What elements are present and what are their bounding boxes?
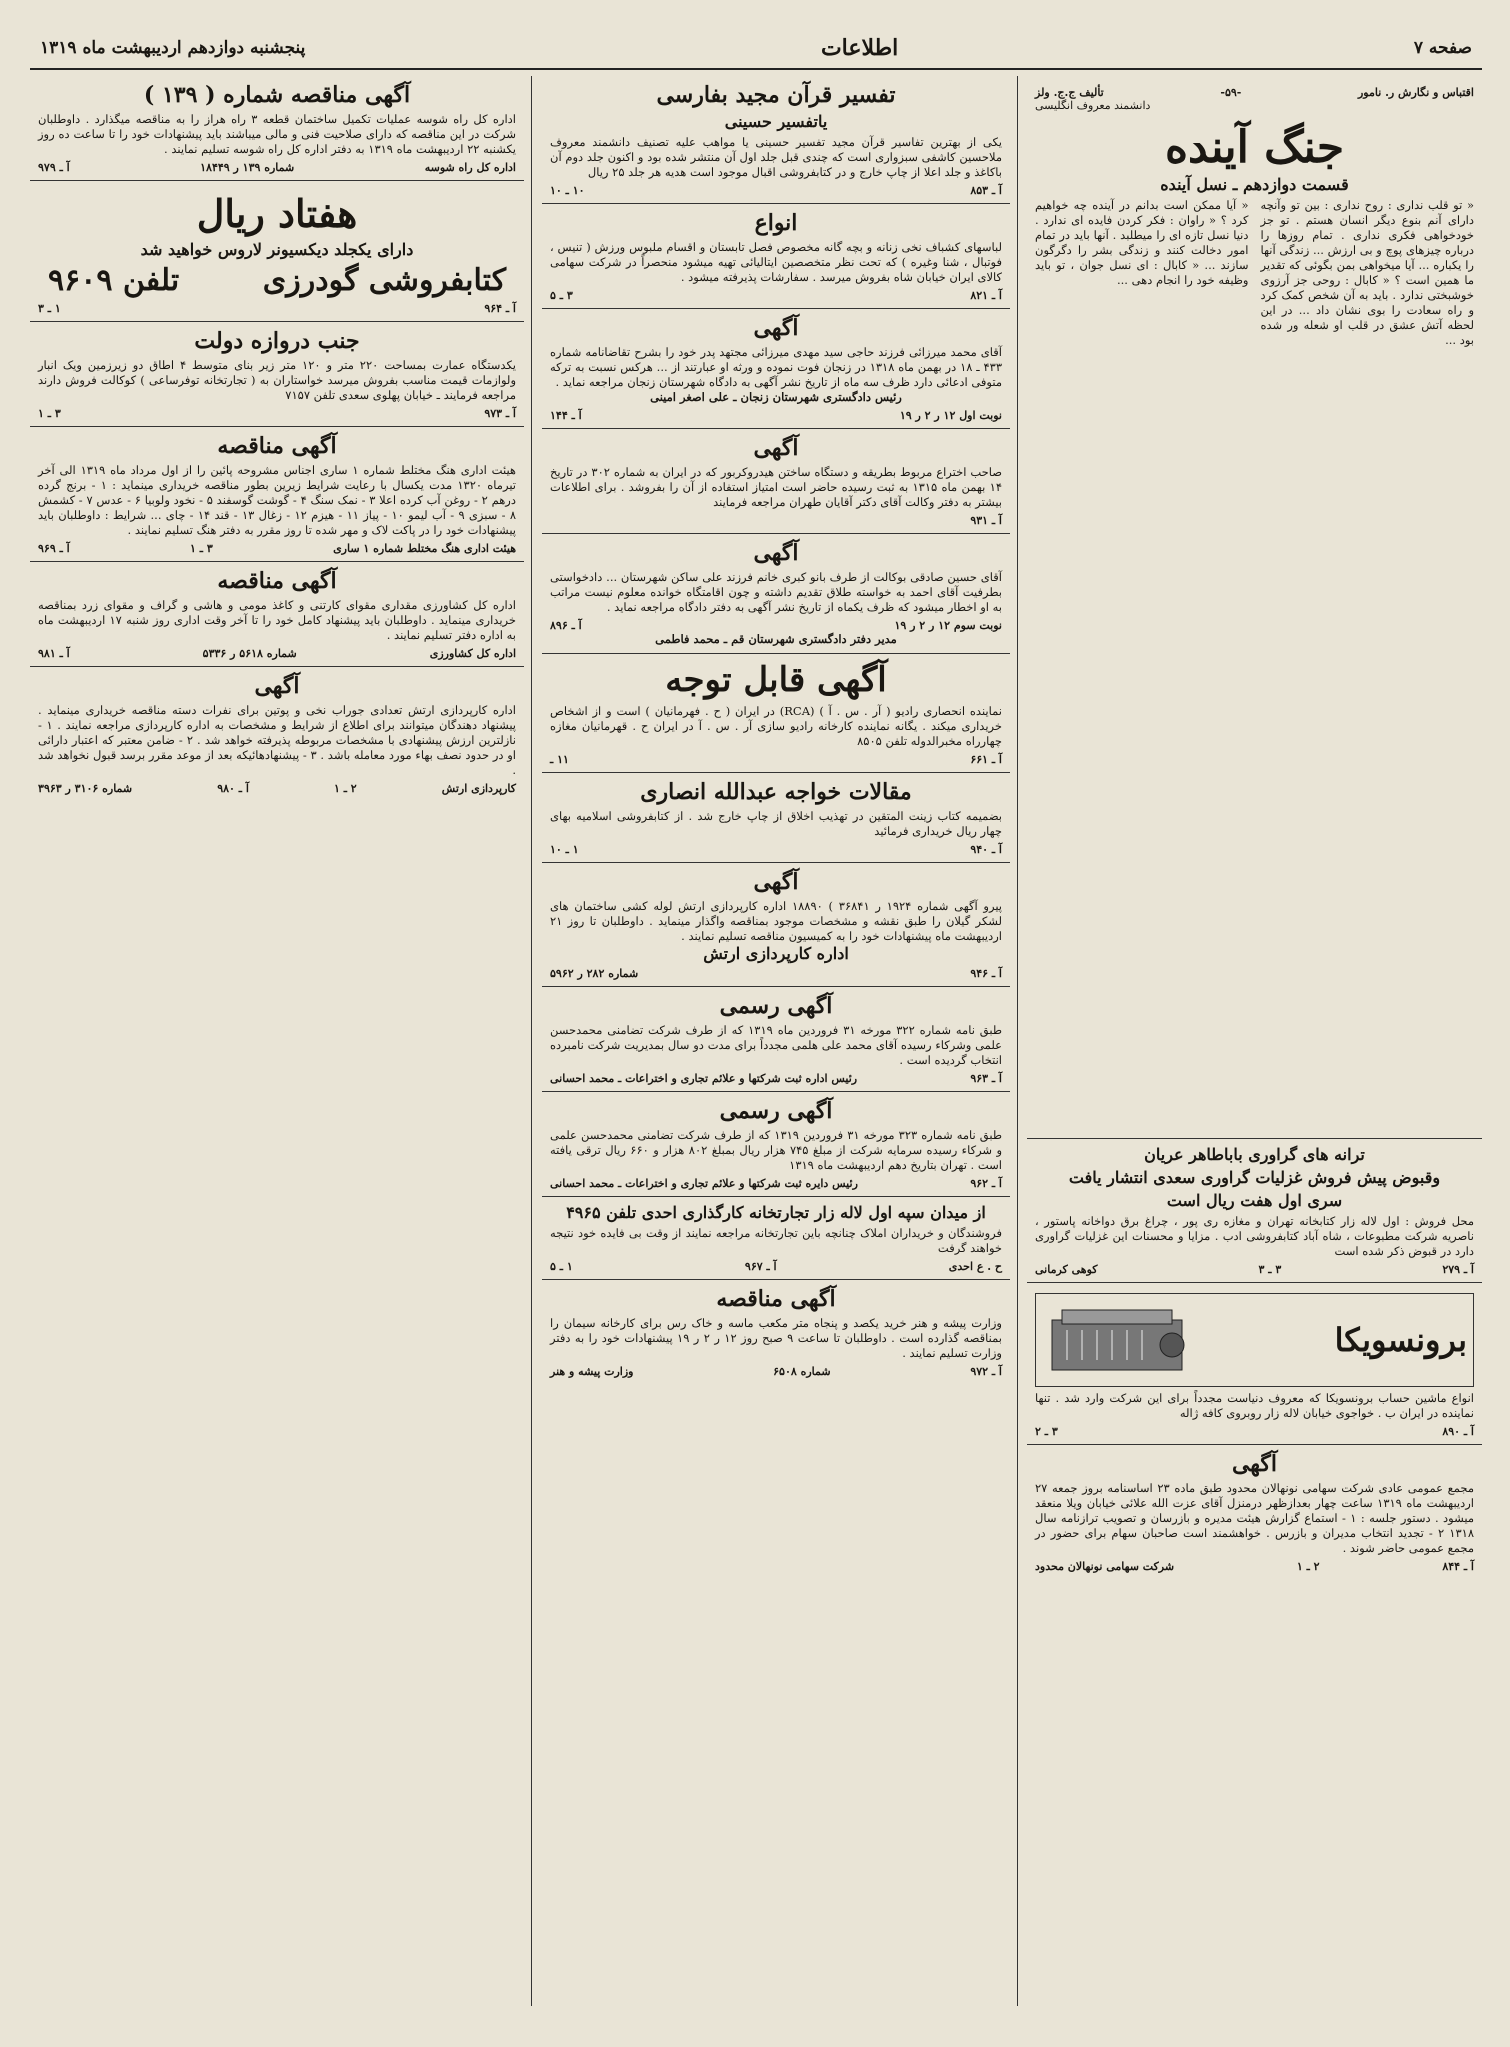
ad-code: آ ـ ۸۲۱ [970,289,1002,302]
ad-body: اداره کارپردازی ارتش تعدادی جوراب نخی و پوتین برای نفرات دسته مناقصه خریداری مینماید . پیشنهاد دهندگان میتوانند برای اطلاع از شرایط و مشخصات به اداره کارپردازی مراجعه نمایند . ۱ - نازلترین ارزش پیشنهادی با مشخصات مربوطه پذیرفته خواهد شد . ۲ - ضامن معتبر که اعتبار دارائی او در حدود نصف بهاء مورد معامله باشد . ۳ - پیشنهادهائیکه بعد از موعد مقرر برسد قبول نخواهد شد . [38,703,517,777]
ad-subtitle: یاتفسیر حسینی [724,112,828,131]
issue-date: پنجشنبه دوازدهم اردیبهشت ماه ۱۳۱۹ [40,38,306,58]
ad-number: شماره ۱۳۹ ر ۱۸۴۴۹ [200,161,295,174]
ad-body: طبق نامه شماره ۳۲۳ مورخه ۳۱ فروردین ۱۳۱۹ که از طرف شرکت تضامنی محمدحسن علمی و شرکاء رسیده سرمایه شرکت از مبلغ ۷۴۵ هزار ریال بمبلغ ۸۰۲ هزار و ۶۶۰ ریال ترقی یافته است . تهران بتاریخ دهم اردیبهشت ماه ۱۳۱۹ [550,1128,1003,1172]
ad-title: آگهی [753,540,799,566]
ad-run: ۱ ـ ۵ [550,1260,573,1273]
ad-body: یکدستگاه عمارت بمساحت ۲۲۰ متر و ۱۲۰ متر زیر بنای متوسط ۴ اطاق دو زیرزمین ویک انبار ولوازمات قیمت مناسب بفروش میرسد خواستاران به ( تجارتخانه توفرساعی ) کوکالت فروش دارند مراجعه فرمایند ـ خیابان پهلوی سعدی تلفن ۷۱۵۷ [38,358,517,402]
ad-body: آقای محمد میرزائی فرزند حاجی سید مهدی میرزائی مجتهد پدر خود را بشرح تقاضانامه شماره ۴۳۳ ـ ۱۸ در بهمن ماه ۱۳۱۸ در زنجان فوت نموده و ورثه او عبارتند از ... هرکس نسبت به ترکه متوفی ادعائی دارد ظرف سه ماه از تاریخ نشر آگهی به دادگاه شهرستان زنجان مراجعه نماید . [550,345,1003,389]
ad-title: آگهی رسمی [719,993,833,1019]
ad-number: شماره ۳۱۰۶ ر ۳۹۶۳ [38,782,133,795]
column-middle [542,76,1010,2006]
ad-title: آگهی مناقصه [716,1286,836,1312]
serial-body-b: « آیا ممکن است بدانم در آینده چه خواهیم کرد ؟ « راوان : فکر کردن فایده ای ندارد . دنیا نسل تازه ای را میطلبد . آنها باید در تمام امور دخالت کنند و زندگی بشر را دگرگون سازند ... « کابال : ای نسل جوان ، تو باید وظیفه خود را انجام دهی ... [1035,198,1249,287]
brunsviga-body: انواع ماشین حساب برونسویکا که معروف دنیاست مجدداً برای این شرکت وارد شد . تنها نماینده در ایران ب . خواجوی خیابان لاله زار روبروی کافه ژاله [1035,1391,1474,1420]
column-left [30,76,524,2006]
ad-title: از میدان سپه اول لاله زار تجارتخانه کارگذاری احدی تلفن ۴۹۶۵ [566,1203,986,1222]
ad-title: انواع [754,210,798,236]
ad-signature: کوهی کرمانی [1035,1263,1098,1276]
songs-body: محل فروش : اول لاله زار کتابخانه تهران و مغازه ری پور ، چراغ برق دواخانه پاستور ، ناصریه شرکت مطبوعات ، شاه آباد کتابفروشی ادب . مزایا و محسنات این غزلیات گراوری دارد در قبوض ذکر شده است [1035,1214,1474,1258]
ad-signature: مدیر دفتر دادگستری شهرستان قم ـ محمد فاطمی [655,632,897,646]
road-tender-ad [30,76,524,181]
column-rule [1017,76,1018,2006]
serial-author: تألیف ج.ج. ولز [1035,86,1104,99]
ad-body: صاحب اختراع مربوط بطریقه و دستگاه ساختن هیدروکربور که در ایران به شماره ۳۰۲ در تاریخ ۱۴ بهمن ماه ۱۳۱۵ به ثبت رسیده حاضر است امتیاز استفاده از آن را بفروشد . برای اطلاعات بیشتر به دفتر وکالت آقای دکتر آقایان طهران مراجعه فرمایند [550,465,1002,509]
ad-signature: رئیس دایره ثبت شرکتها و علائم تجاری و اختراعات ـ محمد احسانی [550,1177,858,1190]
ad-run: ۱۱ ـ [550,753,569,766]
ad-signature: رئیس اداره ثبت شرکتها و علائم تجاری و اختراعات ـ محمد احسانی [550,1072,858,1085]
brunsviga-ad [1027,1283,1482,1445]
property-ad [30,322,524,427]
serial-body [1035,198,1474,348]
agriculture-tender-ad [30,562,524,667]
serial-subtitle: قسمت دوازدهم ـ نسل آینده [1160,175,1349,194]
ad-number: شماره ۶۵۰۸ [773,1365,831,1378]
ad-code: آ ـ ۹۴۰ [970,843,1002,856]
ad-signature: ح . ع احدی [948,1260,1002,1273]
ad-run: ۳ ـ ۱ [38,407,61,420]
serial-adapter: اقتباس و نگارش ر. نامور [1357,86,1474,99]
ad-number: شماره ۲۸۲ ر ۵۹۶۲ [550,967,639,980]
ad-title: آگهی [753,315,799,341]
ad-title: مقالات خواجه عبدالله انصاری [640,779,912,805]
ad-title: آگهی مناقصه [217,568,337,594]
zanjan-ad [542,309,1010,429]
songs-ad [1027,1139,1482,1283]
ad-code: آ ـ ۹۶۳ [970,1072,1002,1085]
ad-title: تفسیر قرآن مجید بفارسی [656,82,896,108]
official-ad-1 [542,987,1010,1092]
quran-ad [542,76,1010,204]
ad-run: ۳ ـ ۳ [1258,1263,1282,1276]
ad-code: آ ـ ۹۴۶ [970,967,1002,980]
ad-body: مجمع عمومی عادی شرکت سهامی نونهالان محدود طبق ماده ۲۳ اساسنامه بروز جمعه ۲۷ اردیبهشت ماه ۱۳۱۹ ساعت چهار بعدازظهر درمنزل آقای عزت الله علائی خیابان ویلا منعقد میشود . دستور جلسه : ۱ - استماع گزارش هیئت مدیره و بازرسان و تصویب ترازنامه سال ۱۳۱۸ ۲ - تجدید انتخاب مدیران و بازرس . خواهشمند است صاحبان سهام برای حضور در مجمع عمومی حاضر شوند . [1035,1481,1475,1555]
ad-code: آ ـ ۹۸۱ [38,647,70,660]
ad-run: نوبت اول ۱۲ ر ۲ ر ۱۹ [899,409,1002,422]
book-price: هفتاد ریال [196,191,358,236]
regiment-tender-ad [30,427,524,562]
newspaper-name: اطلاعات [820,35,899,61]
ad-title: آگهی [753,435,799,461]
serial-body-a: « تو قلب نداری : روح نداری : بین تو وآنچه دارای آنم بنوع دیگر انسان هستم . تو جز خودخواهی فکری نداری . تمام روزها را درباره چیزهای پوچ و بی ارزش ... زندگی آنها را یکباره ... آیا میخواهی بمن بگوئی که تقدیر ما همین است ؟ « کابال : روحی جز آرزوی خوشبختی ندارد . باید به آن شخص کمک کرد و راه سعادت را بوی نشان داد ... در این لحظه آتش عشق در قلب او شعله ور شده بود ... [1260,198,1474,347]
ad-body: بضمیمه کتاب زینت المتقین در تهذیب اخلاق از چاپ خارج شد . از کتابفروشی اسلامیه بهای چهار ریال خریداری فرمائید [550,809,1002,838]
bookshop-ad [30,181,524,322]
ad-code: آ ـ ۹۷۳ [484,407,516,420]
page-number: صفحه ۷ [1413,38,1472,58]
ad-code: آ ـ ۸۹۰ [1442,1425,1474,1438]
ad-run: ۳ ـ ۲ [1035,1425,1058,1438]
ad-signature: کارپردازی ارتش [441,782,516,795]
broker-ad [542,1197,1010,1280]
ad-code: آ ـ ۹۶۷ [744,1260,777,1273]
radio-ad [542,654,1010,773]
army-supply-ad [30,667,524,801]
ad-body: یکی از بهترین تفاسیر قرآن مجید تفسیر حسینی یا مواهب علیه تصنیف دانشمند معروف ملاحسین کاشفی سبزواری است که چندی قبل جلد اول آن منتشر شده بود و اکنون جلد دوم آن باکاغذ و جلد اعلا از چاپ خارج و در کتابفروشی اقبال موجود است هدیه هر جلد ۲۵ ریال [550,135,1002,179]
newspaper-page [30,28,1482,2018]
column-rule [531,76,532,2006]
army-pipe-ad [542,863,1010,987]
ad-code: آ ـ ۹۳۱ [970,514,1002,527]
ad-run: نوبت سوم ۱۲ ر ۲ ر ۱۹ [894,619,1002,632]
ad-signature: رئیس دادگستری شهرستان زنجان ـ علی اصغر امینی [650,390,902,404]
ad-code: آ ـ ۸۹۶ [550,619,582,632]
ansari-ad [542,773,1010,863]
ad-body: اداره کل کشاورزی مقداری مقوای کارتنی و کاغذ مومی و هاشی و گراف و مقوای زرد بمناقصه خریداری مینماید . داوطلبان باید پیشنهاد کامل خود را تا آخر وقت اداری روز شنبه ۱۷ اردیبهشت ماه به اداره دفتر تسلیم نمایند . [38,598,516,642]
ad-body: فروشندگان و خریداران املاک چنانچه باین تجارتخانه مراجعه نمایند از وقت بی فایده خود نتیجه خواهند گرفت [550,1226,1002,1255]
page-header [30,28,1482,70]
ad-title: آگهی مناقصه [217,433,337,459]
ad-title: آگهی قابل توجه [665,660,887,700]
ad-body: لباسهای کشباف نخی زنانه و بچه گانه مخصوص فصل تابستان و اقسام ملبوس ورزش ( تنیس ، فوتبال ، شنا وغیره ) که تحت نظر متخصصین ایتالیائی تهیه میشود منحصراً در شرکت سهامی کالای ایران خیابان شاه بفروش میرسد . سفارشات پذیرفته میشود . [550,240,1002,284]
ad-code: آ ـ ۱۴۴ [550,409,582,422]
ad-body: اداره کل راه شوسه عملیات تکمیل ساختمان قطعه ۳ راه هراز را به مناقصه میگذارد . داوطلبان شرکت در این مناقصه که دارای صلاحیت فنی و مالی میباشند باید پیشنهادات خود را تا ساعت ده روز یکشنبه ۲۲ اردیبهشت ماه ۱۳۱۹ به دفتر اداره کل راه شوسه تسلیم نمایند . [38,112,516,156]
ad-code: آ ـ ۲۷۹ [1442,1263,1474,1276]
anvaa-ad [542,204,1010,309]
ad-code: آ ـ ۹۶۹ [38,542,70,555]
ad-title: آگهی [753,869,799,895]
ad-code: آ ـ ۹۷۲ [970,1365,1002,1378]
ad-title: آگهی [254,673,300,699]
ad-body: پیرو آگهی شماره ۱۹۲۴ ر ۳۶۸۴۱ ) ۱۸۸۹۰ اداره کارپردازی ارتش لوله کشی ساختمان های لشکر گیلان را طبق نقشه و مشخصات موجود بمناقصه واگذار مینماید . داوطلبان تا روز ۲۱ اردیبهشت ماه پیشنهادات خود را به کمیسیون مناقصه تسلیم نمایند . [550,899,1002,943]
ad-run: ۱۰ ـ ۱۰ [550,184,585,197]
serial-story [1027,76,1482,1139]
industry-tender-ad [542,1280,1010,1384]
serial-title: جنگ آینده [1164,122,1345,173]
ad-code: آ ـ ۹۶۴ [484,302,516,315]
ad-run: ۱ ـ ۳ [38,302,61,315]
book-subtitle: دارای یکجلد دیکسیونر لاروس خواهید شد [140,240,414,259]
ad-signature: هیئت اداری هنگ مختلط شماره ۱ ساری [333,542,516,555]
ad-code: آ ـ ۸۵۳ [970,184,1002,197]
ad-run: ۲ ـ ۱ [1296,1560,1320,1573]
ad-body: آقای حسین صادقی بوکالت از طرف بانو کبری خانم فرزند علی ساکن شهرستان ... دادخواستی بطرفیت آقای احمد به خواسته طلاق تقدیم داشته و چون اقامتگاه خوانده معلوم نیست مراتب به او اخطار میشود که ظرف یکماه از تاریخ نشر آگهی به دفتر دادگاه مراجعه نماید . [550,570,1002,614]
ad-body: طبق نامه شماره ۳۲۲ مورخه ۳۱ فروردین ماه ۱۳۱۹ که از طرف شرکت تضامنی محمدحسن علمی وشرکاء رسیده آقای محمد علی هلمی مجدداً برای مدت دو سال بمدیریت شرکت نامبرده انتخاب گردیده است . [550,1023,1003,1067]
patent-ad [542,429,1010,534]
ad-title: آگهی مناقصه شماره ( ۱۳۹ ) [143,82,411,108]
songs-title: ترانه های گراوری باباطاهر عریان [1144,1145,1365,1164]
ad-title: جنب دروازه دولت [194,328,360,354]
songs-subtitle: وقبوض پیش فروش غزلیات گراوری سعدی انتشار یافت [1068,1168,1441,1187]
ad-run: ۲ ـ ۱ [333,782,357,795]
ad-signature: اداره کارپردازی ارتش [703,944,849,963]
ad-signature: وزارت پیشه و هنر [550,1365,634,1378]
book-phone: تلفن ۹۶۰۹ [48,263,180,298]
ad-code: آ ـ ۶۶۱ [970,753,1002,766]
ad-code: آ ـ ۸۴۴ [1442,1560,1474,1573]
ad-run: ۳ ـ ۵ [550,289,573,302]
ad-number: شماره ۵۶۱۸ ر ۵۳۳۶ [202,647,297,660]
ad-title: آگهی [1231,1451,1278,1477]
book-shop-name: کتابفروشی گودرزی [262,263,506,298]
column-right [1027,76,1482,2006]
ad-signature: اداره کل کشاورزی [429,647,516,660]
ad-signature: شرکت سهامی نونهالان محدود [1035,1560,1175,1573]
ad-code: آ ـ ۹۷۹ [38,161,70,174]
ad-body: وزارت پیشه و هنر خرید یکصد و پنجاه متر مکعب ماسه و خاک رس برای کارخانه سیمان را بمناقصه گذارده است . داوطلبان تا ساعت ۹ صبح روز ۱۲ ر ۲ ر ۱۹ پیشنهادات خود را به دفتر وزارت تسلیم نمایند . [550,1316,1002,1360]
ad-title: آگهی رسمی [719,1098,833,1124]
serial-author-note: دانشمند معروف انگلیسی [1035,99,1151,112]
official-ad-2 [542,1092,1010,1197]
brunsviga-label: برونسویکا [1334,1321,1467,1359]
songs-price: سری اول هفت ریال است [1166,1191,1343,1210]
serial-episode: -۵۹- [1220,86,1242,99]
nonahalan-ad [1027,1445,1482,1579]
ad-run: ۱ ـ ۱۰ [550,843,579,856]
ad-code: آ ـ ۹۸۰ [217,782,249,795]
ad-run: ۳ ـ ۱ [190,542,213,555]
court-ad [542,534,1010,654]
brunsviga-banner [1035,1293,1474,1387]
serial-meta [1035,86,1474,99]
ad-body: نماینده انحصاری رادیو ( آر . س . آ ) (RCA) در ایران ( ح . فهرمانیان ) است و از اشخاص خریداری میکند . یگانه نماینده کارخانه رادیو سازی آر . س . آ در ایران ح . قهرمانیان مغازه چهارراه مخبرالدوله تلفن ۸۵۰۵ [550,704,1002,748]
ad-signature: اداره کل راه شوسه [424,161,516,174]
ad-body: هیئت اداری هنگ مختلط شماره ۱ ساری اجناس مشروحه پائین را از اول مرداد ماه ۱۳۱۹ الی آخر تیرماه ۱۳۲۰ مدت یکسال با رعایت شرایط زیرین بطور مناقصه خریداری مینماید : ۱ - برنج گرده درهم ۲ - روغن آب کرده اعلا ۳ - نمک سنگ ۴ - گوشت گوسفند ۵ - نخود ولوبیا ۶ - عدس ۷ - کشمش ۸ - سبزی ۹ - آب لیمو ۱۰ - پیاز ۱۱ - هیزم ۱۲ - زغال ۱۳ - قند ۱۴ - چای ... شرایط : داوطلبان باید پیشنهادات خود را در پاکت لاک و مهر شده تا روز مقرر به دفتر هنگ تسلیم نمایند . [38,463,517,537]
calculator-machine-icon [1042,1300,1192,1380]
ad-code: آ ـ ۹۶۲ [970,1177,1002,1190]
